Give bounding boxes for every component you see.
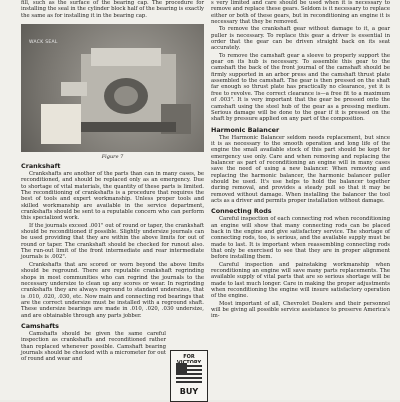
bond-ad-line-1: FOR <box>183 354 195 360</box>
left-column-body <box>21 159 204 364</box>
crankshaft-paragraph-2: If the journals exceed .001" out of round or taper, the crankshaft should be reconditioned if possible. Slightly undersize journals can be used providing that they are within the above limits for out of round or taper. The crankshaft should be checked for runout also. The run-out limit of the front intermediate and rear intermediate journals is .002". <box>21 222 204 261</box>
gear-paragraph-2: To remove the camshaft gear a sleeve to properly support the gear on its hub is necessary. To assemble this gear to the camshaft the back of the front journal of the camshaft should be firmly supported in an arbor press and the camshaft thrust plate assembled to the camshaft. The gear is then pressed on the shaft far enough so thrust plate has practically no clearance, yet it is free to revolve. The correct clearance is—a free fit to a maximum of .003". It is very important that the gear be pressed onto the camshaft using the steel hub of the gear as a pressing medium. Serious damage will be done to the gear if it is pressed on the shaft by pressure applied on any part of the composition. <box>211 52 390 123</box>
connecting-rods-heading: Connecting Rods <box>211 207 272 216</box>
figure-label: WACK SEAL <box>29 40 58 45</box>
flag-icon <box>176 363 202 385</box>
right-top-text: s very limited and care should be used when it is necessary to remove and replace these gears. Seldom is it necessary to replace either or both of these gears, but in reconditioning an engine it is necessary that they be removed. <box>211 0 390 26</box>
crankshaft-paragraph-1: Crankshafts are another of the parts than can in many cases, be reconditioned, and should be replaced only as an emergency. Due to shortage of vital materials, the quantity of these parts is limited. The reconditioning of crankshafts is a procedure that requires the best of tools and expert workmanship. Unless proper tools and skilled workmanship are available in the service department, crankshafts should be sent to a reputable concern who can perform this specialized work. <box>21 171 204 222</box>
right-column <box>211 0 390 321</box>
rods-paragraph-3: Most important of all, Chevrolet Dealers and their personnel will be giving all possible service assistance to preserve America's im- <box>211 300 390 320</box>
figure-caption: Figure 7 <box>101 154 124 160</box>
figure-photo <box>21 24 204 152</box>
harmonic-balancer-heading: Harmonic Balancer <box>211 125 280 134</box>
bond-ad-line-2: BUY <box>179 387 199 396</box>
camshafts-paragraph-1: Camshafts should be given the same careful inspection as crankshafts and reconditioned rather than replaced whenever possible. Camshaft bearing journals should be checked with a micrometer for out of round and wear and <box>21 330 166 363</box>
harmonic-paragraph-1: The Harmonic Balancer seldom needs replacement, but since it is as necessary to the smooth operation and long life of the engine the small available stock of this part should be kept for emergency use only. Care and when removing and replacing the balancer as part of reconditioning an engine will in many cases save the need of using a new balancer. When removing and replacing the harmonic balancer, the harmonic balancer puller should be used. It's use helps to hold the balancer together during removal, and provides a steady pull so that it may be removed without damage. When installing the balancer the tool acts as a driver and permits proper installation without damage. <box>211 134 390 204</box>
camshafts-heading: Camshafts <box>21 321 59 330</box>
rods-paragraph-1: Careful inspection of each connecting rod when reconditioning an engine will show that many connecting rods can be placed back in the engine and give satisfactory service. The shortage of connecting rods, too, is serious, and the available supply must be made to last. It is important when reassembling connecting rods that only be exercised to see that they are in proper alignment before installing them. <box>211 216 390 261</box>
rods-paragraph-2: Careful inspection and painstaking workmanship when reconditioning an engine will save many parts replacements. The available supply of vital parts that are so serious shortage will be made to last much longer. Care in making the proper adjustments when reconditioning the engine will insure satisfactory operation of the engine. <box>211 261 390 300</box>
left-column <box>21 0 204 20</box>
crankshaft-paragraph-3: Crankshafts that are scored or worn beyond the above limits should be reground. There are reputable crankshaft regrinding shops in most communities who can regrind the journals to the necessary undersize to clean up any scores or wear. In regrinding crankshafts they are always reground to standard undersizes, that is .010, .020, .030, etc. Now main and connecting rod bearings that are the correct undersize must be installed with a reground shaft. These undersize bearings are made in .010, .020, .030 undersize, and are obtainable through any parts jobber. <box>21 261 204 319</box>
crankshaft-heading: Crankshaft <box>21 162 61 170</box>
gear-paragraph-1: To remove the crankshaft gear without damage to it, a gear puller is necessary. To replace this gear a driver is essential in order that the gear can be driven straight back on its seat accurately. <box>211 26 390 52</box>
left-top-text: fill, such as the surface of the bearing cap. The procedure for installing the seal in the cylinder block half of the bearing is exactly the same as for installing it in the bearing cap. <box>21 0 204 19</box>
victory-bond-ad <box>170 350 208 402</box>
